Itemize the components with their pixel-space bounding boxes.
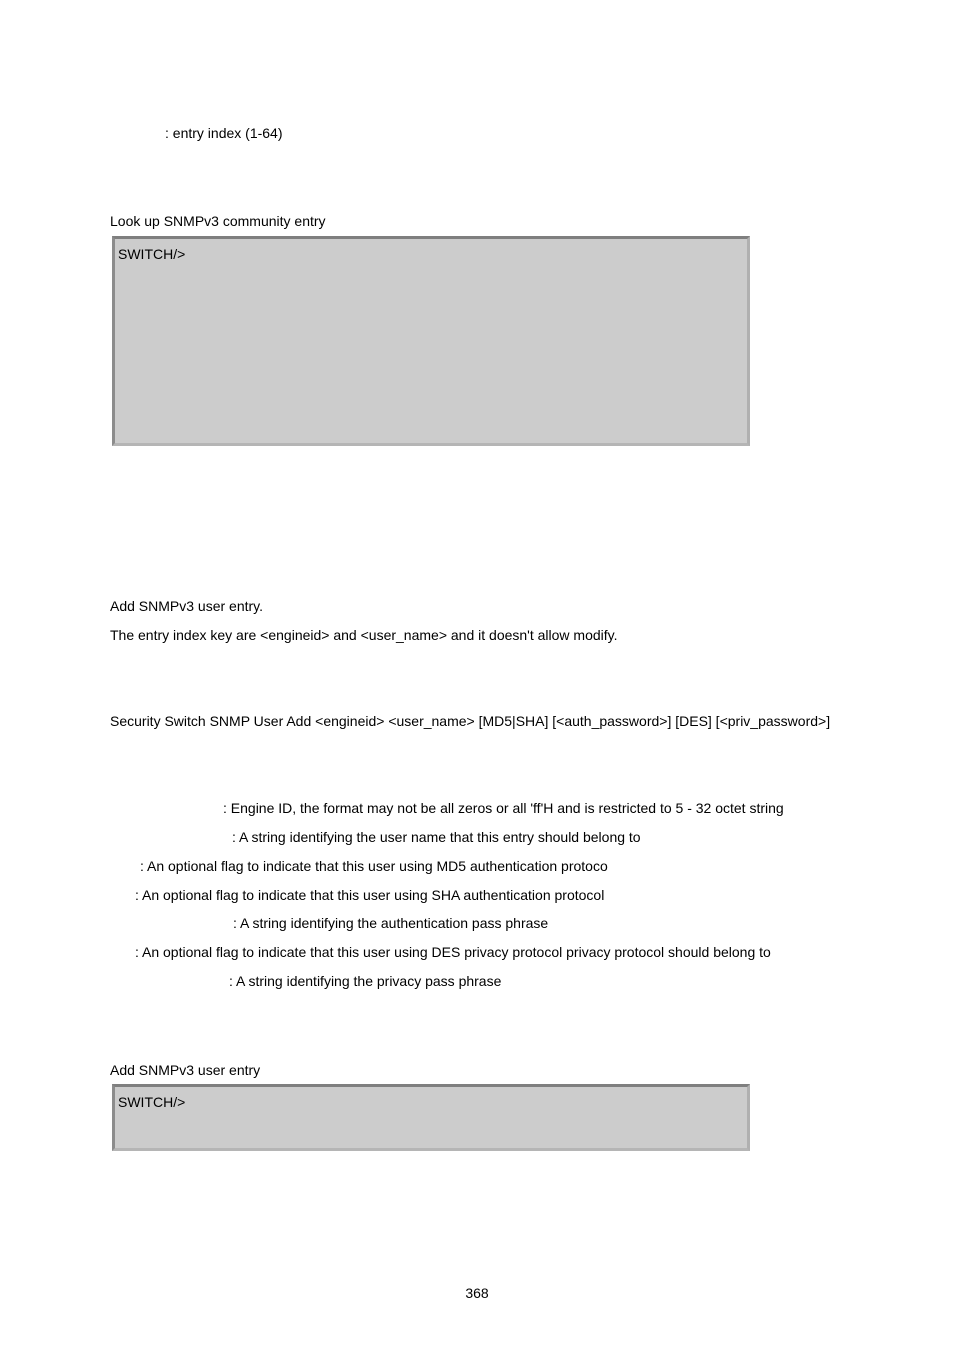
param-priv-password: : A string identifying the privacy pass phrase (229, 973, 502, 989)
command-description: Add SNMPv3 user entry. (110, 598, 264, 614)
terminal-prompt: SWITCH/> (118, 246, 186, 262)
param-sha: : An optional flag to indicate that this user using SHA authentication protocol (135, 887, 605, 903)
terminal-prompt: SWITCH/> (118, 1094, 186, 1110)
param-auth-password: : A string identifying the authentication pass phrase (233, 915, 549, 931)
example-caption-lookup: Look up SNMPv3 community entry (110, 213, 326, 229)
command-syntax: Security Switch SNMP User Add <engineid> <user_name> [MD5|SHA] [<auth_password>] [DES] [<priv_password>] (110, 713, 831, 729)
param-des: : An optional flag to indicate that this user using DES privacy protocol privacy protocol should belong to (135, 944, 771, 960)
example-caption-add: Add SNMPv3 user entry (110, 1062, 261, 1078)
terminal-box-lookup (112, 236, 750, 446)
param-engineid: : Engine ID, the format may not be all zeros or all 'ff'H and is restricted to 5 - 32 octet string (223, 800, 784, 816)
param-md5: : An optional flag to indicate that this user using MD5 authentication protoco (140, 858, 608, 874)
param-user-name: : A string identifying the user name that this entry should belong to (232, 829, 641, 845)
terminal-box-add (112, 1084, 750, 1151)
entry-index-param: : entry index (1-64) (165, 125, 283, 141)
page-number: 368 (465, 1285, 489, 1301)
command-note: The entry index key are <engineid> and <user_name> and it doesn't allow modify. (110, 627, 618, 643)
